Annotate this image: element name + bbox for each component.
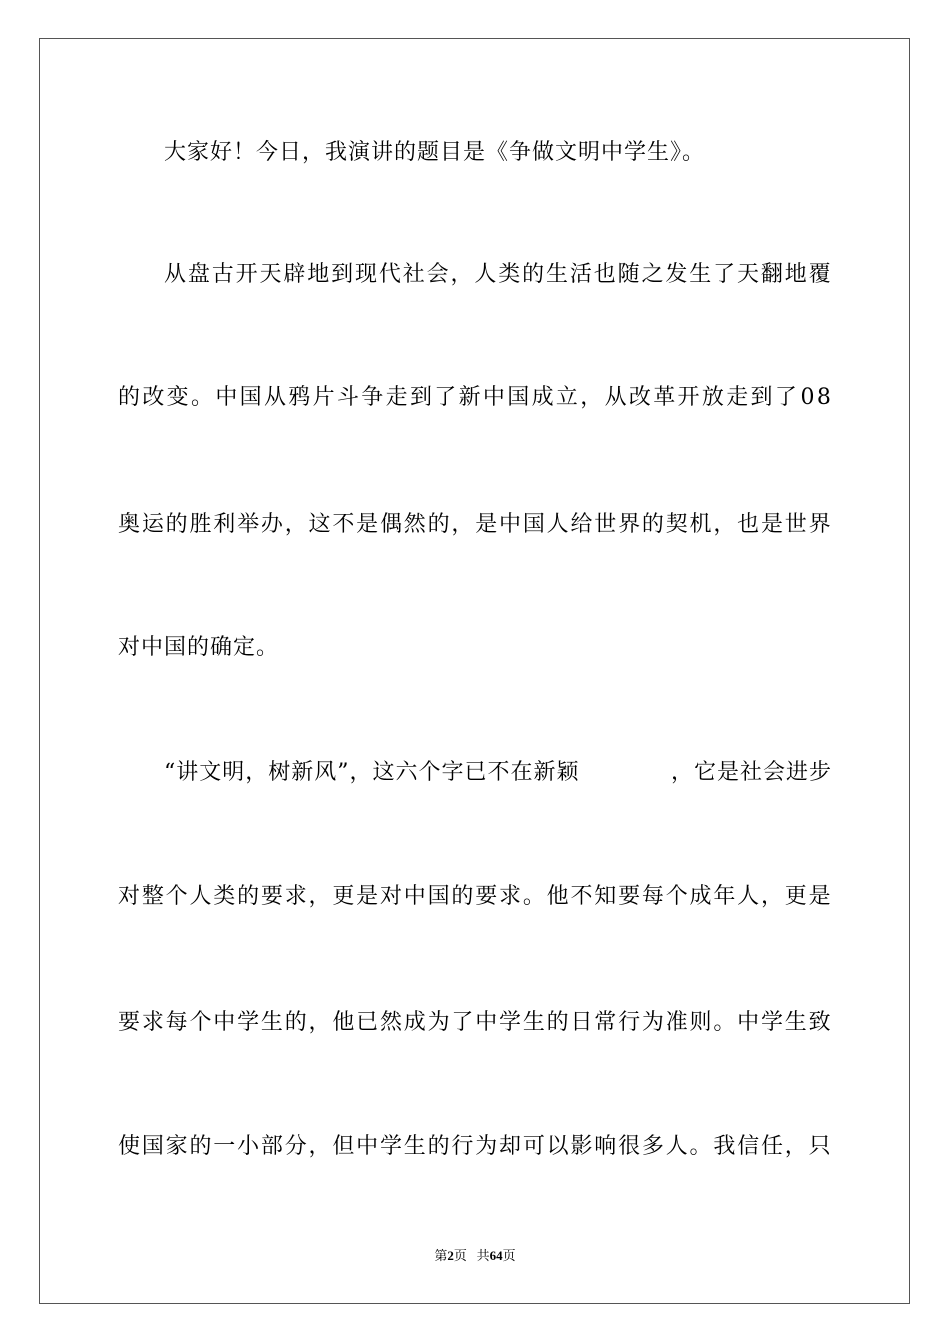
glyph: 天 <box>259 262 283 287</box>
glyph: ， <box>580 385 604 410</box>
paragraph-line-9 <box>118 1132 832 1162</box>
glyph: 对 <box>118 884 142 909</box>
glyph: 学 <box>379 1134 403 1159</box>
glyph: 成 <box>689 884 713 909</box>
glyph: 个 <box>665 884 689 909</box>
glyph: 的 <box>427 512 451 537</box>
glyph: 偶 <box>379 512 403 537</box>
glyph: 任 <box>760 1134 784 1159</box>
glyph: 8 <box>816 385 832 410</box>
glyph: 然 <box>403 512 427 537</box>
glyph: 中 <box>215 385 239 410</box>
glyph: 类 <box>498 262 522 287</box>
glyph: 整 <box>141 884 165 909</box>
glyph: 鸦 <box>288 385 312 410</box>
glyph: 片 <box>312 385 336 410</box>
glyph: 但 <box>332 1134 356 1159</box>
glyph: 小 <box>237 1134 261 1159</box>
glyph: 不 <box>332 512 356 537</box>
glyph: 求 <box>141 1010 165 1035</box>
glyph: 代 <box>378 262 402 287</box>
glyph: 人 <box>546 512 570 537</box>
glyph: 为 <box>475 1134 499 1159</box>
glyph: 国 <box>141 1134 165 1159</box>
paragraph-line-6a: “讲文明，树新风”，这六个字已不在新颖 <box>164 760 580 785</box>
glyph: 以 <box>546 1134 570 1159</box>
glyph: 了 <box>451 1010 475 1035</box>
glyph: 放 <box>701 385 725 410</box>
glyph: 个 <box>165 884 189 909</box>
glyph: 的 <box>237 884 261 909</box>
glyph: 改 <box>628 385 652 410</box>
glyph: 的 <box>189 1134 213 1159</box>
footer-prefix: 第 <box>434 1248 448 1263</box>
glyph: ， <box>784 1134 808 1159</box>
glyph: 的 <box>165 512 189 537</box>
glyph: 多 <box>641 1134 665 1159</box>
glyph: 生 <box>546 262 570 287</box>
paragraph-line-5: 对中国的确定。 <box>118 635 280 660</box>
glyph: 国 <box>239 385 263 410</box>
glyph: 很 <box>618 1134 642 1159</box>
glyph: 每 <box>641 884 665 909</box>
glyph: 变 <box>166 385 190 410</box>
glyph: 胜 <box>189 512 213 537</box>
glyph: 机 <box>689 512 713 537</box>
glyph: 利 <box>213 512 237 537</box>
glyph: 成 <box>531 385 555 410</box>
glyph: 响 <box>594 1134 618 1159</box>
glyph: 是 <box>760 512 784 537</box>
glyph: 古 <box>211 262 235 287</box>
paragraph-line-2 <box>164 260 832 290</box>
glyph: ， <box>760 884 784 909</box>
glyph: 地 <box>307 262 331 287</box>
glyph: 然 <box>379 1010 403 1035</box>
glyph: 。 <box>713 1010 737 1035</box>
glyph: 给 <box>570 512 594 537</box>
glyph: 到 <box>750 385 774 410</box>
glyph: 求 <box>284 884 308 909</box>
footer-page-number: 2 <box>447 1248 454 1263</box>
glyph: 社 <box>402 262 426 287</box>
glyph: 要 <box>475 884 499 909</box>
glyph: 契 <box>665 512 689 537</box>
glyph: 学 <box>760 1010 784 1035</box>
glyph: 人 <box>737 884 761 909</box>
glyph: 了 <box>434 385 458 410</box>
glyph: 中 <box>737 1010 761 1035</box>
glyph: ， <box>308 884 332 909</box>
glyph: 争 <box>361 385 385 410</box>
glyph: 知 <box>594 884 618 909</box>
glyph: 致 <box>808 1010 832 1035</box>
glyph: 的 <box>118 385 142 410</box>
glyph: 。 <box>689 1134 713 1159</box>
glyph: 生 <box>784 1010 808 1035</box>
glyph: 的 <box>451 884 475 909</box>
glyph: ， <box>713 512 737 537</box>
glyph: 影 <box>570 1134 594 1159</box>
glyph: 新 <box>458 385 482 410</box>
glyph: 成 <box>403 1010 427 1035</box>
page-frame <box>39 38 910 1304</box>
glyph: 世 <box>784 512 808 537</box>
glyph: 奥 <box>118 512 142 537</box>
paragraph-line-4 <box>118 510 832 540</box>
glyph: 行 <box>618 1010 642 1035</box>
glyph: 走 <box>726 385 750 410</box>
page-footer <box>0 1248 950 1264</box>
glyph: 常 <box>594 1010 618 1035</box>
glyph: 更 <box>332 884 356 909</box>
glyph: ， <box>308 1010 332 1035</box>
footer-total-pages: 64 <box>489 1248 503 1263</box>
glyph: 是 <box>475 512 499 537</box>
paragraph-line-7 <box>118 882 832 912</box>
glyph: 活 <box>569 262 593 287</box>
footer-page-suffix: 页 <box>453 1248 467 1263</box>
glyph: 使 <box>118 1134 142 1159</box>
glyph: 辟 <box>283 262 307 287</box>
glyph: 地 <box>784 262 808 287</box>
glyph: 了 <box>713 262 737 287</box>
glyph: 会 <box>426 262 450 287</box>
glyph: 。 <box>522 884 546 909</box>
glyph: 从 <box>164 262 188 287</box>
glyph: 学 <box>237 1010 261 1035</box>
glyph: 这 <box>308 512 332 537</box>
glyph: 日 <box>570 1010 594 1035</box>
glyph: 只 <box>808 1134 832 1159</box>
glyph: ， <box>308 1134 332 1159</box>
glyph: 办 <box>260 512 284 537</box>
glyph: 人 <box>665 1134 689 1159</box>
glyph: 开 <box>235 262 259 287</box>
glyph: 不 <box>570 884 594 909</box>
glyph: 到 <box>409 385 433 410</box>
glyph: 为 <box>641 1010 665 1035</box>
glyph: 人 <box>474 262 498 287</box>
glyph: 中 <box>482 385 506 410</box>
glyph: 改 <box>142 385 166 410</box>
glyph: 他 <box>332 1010 356 1035</box>
glyph: 中 <box>403 884 427 909</box>
glyph: 随 <box>617 262 641 287</box>
glyph: 求 <box>499 884 523 909</box>
glyph: 中 <box>356 1134 380 1159</box>
glyph: 生 <box>403 1134 427 1159</box>
glyph: 部 <box>260 1134 284 1159</box>
glyph: 也 <box>737 512 761 537</box>
glyph: 生 <box>689 262 713 287</box>
glyph: 生 <box>260 1010 284 1035</box>
glyph: 中 <box>499 512 523 537</box>
glyph: 。 <box>190 385 214 410</box>
glyph: 现 <box>355 262 379 287</box>
paragraph-line-3 <box>118 383 832 413</box>
glyph: 0 <box>800 385 816 410</box>
glyph: 从 <box>604 385 628 410</box>
glyph: 却 <box>499 1134 523 1159</box>
glyph: 从 <box>263 385 287 410</box>
glyph: 翻 <box>760 262 784 287</box>
footer-total-prefix: 共 <box>476 1248 490 1263</box>
glyph: 年 <box>713 884 737 909</box>
glyph: ， <box>450 262 474 287</box>
glyph: 一 <box>213 1134 237 1159</box>
glyph: 界 <box>618 512 642 537</box>
glyph: 要 <box>118 1010 142 1035</box>
glyph: 举 <box>237 512 261 537</box>
glyph: 中 <box>213 1010 237 1035</box>
glyph: 准 <box>665 1010 689 1035</box>
glyph: 中 <box>475 1010 499 1035</box>
glyph: 信 <box>737 1134 761 1159</box>
glyph: 为 <box>427 1010 451 1035</box>
glyph: 国 <box>427 884 451 909</box>
glyph: 盘 <box>187 262 211 287</box>
glyph: 的 <box>284 1010 308 1035</box>
glyph: 则 <box>689 1010 713 1035</box>
glyph: 是 <box>356 884 380 909</box>
footer-total-suffix: 页 <box>502 1248 516 1263</box>
glyph: 立 <box>555 385 579 410</box>
glyph: 学 <box>499 1010 523 1035</box>
glyph: 类 <box>213 884 237 909</box>
glyph: 到 <box>331 262 355 287</box>
glyph: 国 <box>522 512 546 537</box>
glyph: 世 <box>594 512 618 537</box>
glyph: 对 <box>379 884 403 909</box>
glyph: 是 <box>356 512 380 537</box>
glyph: 人 <box>189 884 213 909</box>
glyph: 革 <box>653 385 677 410</box>
glyph: 要 <box>618 884 642 909</box>
glyph: 要 <box>260 884 284 909</box>
glyph: 更 <box>784 884 808 909</box>
glyph: 是 <box>808 884 832 909</box>
glyph: ， <box>451 512 475 537</box>
glyph: 他 <box>546 884 570 909</box>
paragraph-line-1: 大家好！今日，我演讲的题目是《争做文明中学生》。 <box>164 140 706 165</box>
glyph: 运 <box>141 512 165 537</box>
glyph: 斗 <box>336 385 360 410</box>
glyph: 个 <box>189 1010 213 1035</box>
glyph: 的 <box>641 512 665 537</box>
glyph: 生 <box>522 1010 546 1035</box>
glyph: 我 <box>713 1134 737 1159</box>
glyph: 也 <box>593 262 617 287</box>
glyph: 界 <box>808 512 832 537</box>
glyph: ， <box>284 512 308 537</box>
glyph: 发 <box>665 262 689 287</box>
glyph: 分 <box>284 1134 308 1159</box>
glyph: 覆 <box>808 262 832 287</box>
glyph: 的 <box>546 1010 570 1035</box>
glyph: 的 <box>427 1134 451 1159</box>
glyph: 的 <box>522 262 546 287</box>
glyph: 国 <box>507 385 531 410</box>
glyph: 已 <box>356 1010 380 1035</box>
glyph: 每 <box>165 1010 189 1035</box>
glyph: 可 <box>522 1134 546 1159</box>
glyph: 了 <box>774 385 798 410</box>
paragraph-line-8 <box>118 1008 832 1038</box>
glyph: 天 <box>737 262 761 287</box>
glyph: 开 <box>677 385 701 410</box>
paragraph-line-6b: ，它是社会进步 <box>670 760 832 785</box>
glyph: 行 <box>451 1134 475 1159</box>
glyph: 走 <box>385 385 409 410</box>
glyph: 之 <box>641 262 665 287</box>
glyph: 家 <box>165 1134 189 1159</box>
